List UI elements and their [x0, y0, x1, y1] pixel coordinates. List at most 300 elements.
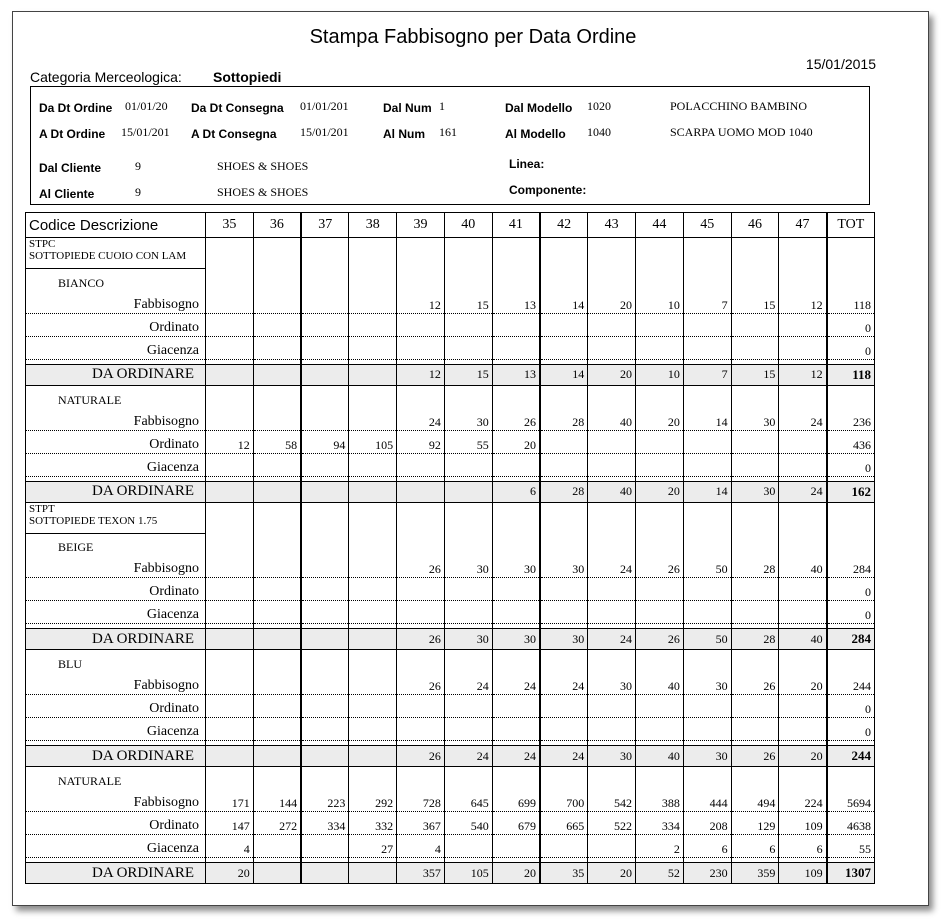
- empty-cell: [397, 767, 445, 790]
- value-cell: [253, 313, 301, 336]
- header-size: 47: [779, 213, 827, 238]
- value-cell: 292: [349, 789, 397, 812]
- value-cell: [349, 313, 397, 336]
- header-size: 35: [206, 213, 254, 238]
- value-cell: [588, 695, 636, 718]
- value-cell: 28: [731, 555, 779, 578]
- empty-cell: [636, 767, 684, 790]
- value-cell: [253, 481, 301, 502]
- empty-cell: [683, 502, 731, 533]
- empty-cell: [588, 767, 636, 790]
- total-cell: 244: [827, 672, 875, 695]
- empty-cell: [301, 238, 349, 269]
- value-cell: 10: [636, 291, 684, 314]
- value-cell: [492, 336, 540, 359]
- empty-cell: [588, 650, 636, 673]
- empty-cell: [492, 385, 540, 408]
- empty-cell: [349, 269, 397, 291]
- value-cell: 728: [397, 789, 445, 812]
- ordinato-row: [26, 430, 875, 453]
- value-cell: [301, 695, 349, 718]
- value-cell: [206, 408, 254, 431]
- giacenza-label: Giacenza: [26, 601, 206, 624]
- value-cell: 26: [731, 672, 779, 695]
- value-cell: [540, 336, 588, 359]
- value-cell: 30: [492, 555, 540, 578]
- empty-cell: [397, 650, 445, 673]
- value-cell: [301, 453, 349, 476]
- value-cell: [253, 578, 301, 601]
- giacenza-row: [26, 336, 875, 359]
- empty-cell: [779, 533, 827, 555]
- empty-cell: [540, 238, 588, 269]
- ordinato-label: Ordinato: [26, 695, 206, 718]
- empty-cell: [683, 238, 731, 269]
- value-cell: [779, 313, 827, 336]
- color-name: BIANCO: [26, 269, 206, 291]
- value-cell: 12: [397, 364, 445, 385]
- empty-cell: [827, 650, 875, 673]
- empty-cell: [779, 502, 827, 533]
- value-cell: [301, 746, 349, 767]
- value-cell: [301, 863, 349, 884]
- ordinato-label: Ordinato: [26, 812, 206, 835]
- value-cell: [588, 336, 636, 359]
- value-cell: 665: [540, 812, 588, 835]
- empty-cell: [731, 533, 779, 555]
- value-cell: 357: [397, 863, 445, 884]
- value-cell: [540, 453, 588, 476]
- empty-cell: [253, 533, 301, 555]
- value-cell: [683, 695, 731, 718]
- empty-cell: [827, 502, 875, 533]
- value-cell: 24: [588, 629, 636, 650]
- article-code: STPC: [29, 238, 56, 250]
- empty-cell: [253, 650, 301, 673]
- value-cell: [349, 336, 397, 359]
- value-cell: [588, 578, 636, 601]
- value-cell: [731, 601, 779, 624]
- value-cell: 40: [636, 672, 684, 695]
- color-row: [26, 650, 875, 673]
- ordinato-row: [26, 812, 875, 835]
- value-cell: [301, 718, 349, 741]
- value-cell: 14: [683, 481, 731, 502]
- filter-value-da-dt-consegna: 01/01/201: [300, 99, 349, 113]
- empty-cell: [731, 269, 779, 291]
- value-cell: 444: [683, 789, 731, 812]
- value-cell: [731, 718, 779, 741]
- color-name: BEIGE: [26, 533, 206, 555]
- total-cell: 55: [827, 835, 875, 858]
- value-cell: 223: [301, 789, 349, 812]
- value-cell: 230: [683, 863, 731, 884]
- value-cell: 40: [779, 555, 827, 578]
- value-cell: [253, 453, 301, 476]
- value-cell: 14: [683, 408, 731, 431]
- empty-cell: [444, 269, 492, 291]
- value-cell: 105: [349, 430, 397, 453]
- value-cell: [397, 481, 445, 502]
- empty-cell: [731, 650, 779, 673]
- value-cell: [253, 835, 301, 858]
- empty-cell: [492, 502, 540, 533]
- value-cell: [683, 601, 731, 624]
- value-cell: [206, 601, 254, 624]
- header-size: 41: [492, 213, 540, 238]
- value-cell: [206, 629, 254, 650]
- empty-cell: [540, 385, 588, 408]
- filter-label-da-dt-consegna: Da Dt Consegna: [191, 101, 284, 115]
- empty-cell: [301, 269, 349, 291]
- empty-cell: [301, 385, 349, 408]
- empty-cell: [301, 767, 349, 790]
- value-cell: [636, 313, 684, 336]
- value-cell: 14: [540, 291, 588, 314]
- fabbisogno-label: Fabbisogno: [26, 555, 206, 578]
- category-label: Categoria Merceologica:: [30, 69, 182, 85]
- value-cell: [588, 313, 636, 336]
- value-cell: 24: [540, 746, 588, 767]
- header-size: 36: [253, 213, 301, 238]
- fabbisogno-label: Fabbisogno: [26, 291, 206, 314]
- empty-cell: [540, 502, 588, 533]
- value-cell: 388: [636, 789, 684, 812]
- value-cell: [301, 481, 349, 502]
- value-cell: 700: [540, 789, 588, 812]
- value-cell: [636, 695, 684, 718]
- value-cell: 30: [540, 629, 588, 650]
- value-cell: 24: [492, 746, 540, 767]
- empty-cell: [492, 767, 540, 790]
- empty-cell: [683, 767, 731, 790]
- empty-cell: [206, 269, 254, 291]
- report-page: [12, 11, 929, 906]
- empty-cell: [540, 533, 588, 555]
- empty-cell: [253, 767, 301, 790]
- empty-cell: [588, 269, 636, 291]
- total-cell: 4638: [827, 812, 875, 835]
- filter-label-dal-num: Dal Num: [383, 101, 432, 115]
- header-size: 40: [444, 213, 492, 238]
- value-cell: 4: [397, 835, 445, 858]
- value-cell: [397, 578, 445, 601]
- filter-value-al-modello: 1040: [587, 125, 611, 139]
- total-cell: 244: [827, 746, 875, 767]
- value-cell: 24: [588, 555, 636, 578]
- value-cell: [444, 601, 492, 624]
- value-cell: 28: [540, 481, 588, 502]
- value-cell: [206, 555, 254, 578]
- value-cell: [636, 453, 684, 476]
- empty-cell: [588, 502, 636, 533]
- value-cell: [492, 835, 540, 858]
- value-cell: 208: [683, 812, 731, 835]
- empty-cell: [588, 385, 636, 408]
- value-cell: 147: [206, 812, 254, 835]
- total-cell: 1307: [827, 863, 875, 884]
- empty-cell: [397, 502, 445, 533]
- value-cell: [397, 336, 445, 359]
- empty-cell: [397, 385, 445, 408]
- value-cell: 30: [444, 408, 492, 431]
- value-cell: 26: [397, 629, 445, 650]
- value-cell: 109: [779, 863, 827, 884]
- value-cell: [540, 313, 588, 336]
- table-body: [26, 238, 875, 884]
- value-cell: 272: [253, 812, 301, 835]
- empty-cell: [731, 767, 779, 790]
- fabbisogno-label: Fabbisogno: [26, 789, 206, 812]
- value-cell: 15: [731, 364, 779, 385]
- total-cell: 436: [827, 430, 875, 453]
- filter-value-dal-cliente: 9: [135, 159, 141, 173]
- value-cell: [444, 336, 492, 359]
- filter-label-al-num: Al Num: [383, 127, 425, 141]
- value-cell: [636, 578, 684, 601]
- empty-cell: [779, 385, 827, 408]
- giacenza-label: Giacenza: [26, 718, 206, 741]
- value-cell: 4: [206, 835, 254, 858]
- filter-label-a-dt-ordine: A Dt Ordine: [39, 127, 106, 141]
- value-cell: [349, 408, 397, 431]
- value-cell: 144: [253, 789, 301, 812]
- article-code: STPT: [29, 502, 55, 515]
- filter-box: [30, 86, 870, 205]
- value-cell: 26: [397, 672, 445, 695]
- header-size: 42: [540, 213, 588, 238]
- fabbisogno-row: [26, 789, 875, 812]
- value-cell: 15: [444, 364, 492, 385]
- value-cell: [301, 629, 349, 650]
- value-cell: 40: [636, 746, 684, 767]
- da-ordinare-row: [26, 481, 875, 502]
- value-cell: [731, 430, 779, 453]
- header-size: 43: [588, 213, 636, 238]
- empty-cell: [636, 238, 684, 269]
- empty-cell: [827, 385, 875, 408]
- value-cell: [349, 481, 397, 502]
- value-cell: [492, 453, 540, 476]
- value-cell: [683, 336, 731, 359]
- header-size: 38: [349, 213, 397, 238]
- empty-cell: [206, 533, 254, 555]
- empty-cell: [779, 238, 827, 269]
- value-cell: [492, 601, 540, 624]
- color-row: [26, 269, 875, 291]
- empty-cell: [779, 650, 827, 673]
- total-cell: 162: [827, 481, 875, 502]
- value-cell: [397, 718, 445, 741]
- total-cell: 5694: [827, 789, 875, 812]
- value-cell: 26: [492, 408, 540, 431]
- empty-cell: [301, 650, 349, 673]
- ordinato-row: [26, 578, 875, 601]
- giacenza-label: Giacenza: [26, 835, 206, 858]
- value-cell: [636, 336, 684, 359]
- empty-cell: [444, 650, 492, 673]
- filter-desc-dal-modello: POLACCHINO BAMBINO: [670, 99, 808, 113]
- total-cell: 0: [827, 718, 875, 741]
- value-cell: [636, 601, 684, 624]
- value-cell: 28: [731, 629, 779, 650]
- filter-value-a-dt-ordine: 15/01/201: [121, 125, 170, 139]
- value-cell: 12: [206, 430, 254, 453]
- value-cell: [349, 601, 397, 624]
- value-cell: 20: [492, 430, 540, 453]
- total-cell: 0: [827, 313, 875, 336]
- value-cell: 26: [397, 746, 445, 767]
- value-cell: [253, 718, 301, 741]
- value-cell: 6: [492, 481, 540, 502]
- value-cell: [683, 578, 731, 601]
- fabbisogno-label: Fabbisogno: [26, 672, 206, 695]
- empty-cell: [731, 238, 779, 269]
- empty-cell: [683, 269, 731, 291]
- value-cell: [206, 672, 254, 695]
- value-cell: 30: [588, 746, 636, 767]
- value-cell: 13: [492, 291, 540, 314]
- article-description: SOTTOPIEDE TEXON 1.75: [29, 514, 158, 527]
- value-cell: [683, 453, 731, 476]
- value-cell: [301, 601, 349, 624]
- value-cell: [588, 835, 636, 858]
- value-cell: [540, 718, 588, 741]
- report-title: Stampa Fabbisogno per Data Ordine: [309, 26, 637, 48]
- value-cell: [397, 453, 445, 476]
- fabbisogno-row: [26, 291, 875, 314]
- filter-label-dal-cliente: Dal Cliente: [39, 161, 102, 175]
- value-cell: [636, 430, 684, 453]
- value-cell: 13: [492, 364, 540, 385]
- value-cell: [779, 601, 827, 624]
- value-cell: [206, 718, 254, 741]
- value-cell: 540: [444, 812, 492, 835]
- filter-desc-dal-cliente: SHOES & SHOES: [217, 159, 309, 173]
- value-cell: [253, 408, 301, 431]
- value-cell: 28: [540, 408, 588, 431]
- value-cell: [492, 313, 540, 336]
- value-cell: [492, 578, 540, 601]
- empty-cell: [349, 650, 397, 673]
- value-cell: [253, 746, 301, 767]
- value-cell: 24: [444, 746, 492, 767]
- value-cell: [779, 453, 827, 476]
- giacenza-label: Giacenza: [26, 453, 206, 476]
- empty-cell: [349, 502, 397, 533]
- empty-cell: [636, 385, 684, 408]
- value-cell: 30: [540, 555, 588, 578]
- empty-cell: [444, 238, 492, 269]
- value-cell: [779, 430, 827, 453]
- value-cell: [301, 835, 349, 858]
- value-cell: [349, 718, 397, 741]
- value-cell: 26: [397, 555, 445, 578]
- value-cell: 55: [444, 430, 492, 453]
- empty-cell: [253, 238, 301, 269]
- empty-cell: [827, 767, 875, 790]
- value-cell: 645: [444, 789, 492, 812]
- ordinato-row: [26, 695, 875, 718]
- value-cell: 40: [779, 629, 827, 650]
- empty-cell: [683, 650, 731, 673]
- empty-cell: [779, 767, 827, 790]
- header-tot: TOT: [827, 213, 875, 238]
- value-cell: [253, 863, 301, 884]
- filter-desc-al-modello: SCARPA UOMO MOD 1040: [670, 125, 813, 139]
- category-value: Sottopiedi: [213, 69, 282, 85]
- empty-cell: [588, 533, 636, 555]
- value-cell: 12: [779, 291, 827, 314]
- total-cell: 118: [827, 364, 875, 385]
- header-size: 46: [731, 213, 779, 238]
- value-cell: [349, 863, 397, 884]
- article-row: [26, 502, 875, 533]
- empty-cell: [588, 238, 636, 269]
- article-row: [26, 238, 875, 269]
- value-cell: 12: [779, 364, 827, 385]
- value-cell: 50: [683, 629, 731, 650]
- empty-cell: [206, 650, 254, 673]
- header-size: 45: [683, 213, 731, 238]
- giacenza-row: [26, 601, 875, 624]
- filter-value-a-dt-consegna: 15/01/201: [300, 125, 349, 139]
- value-cell: 94: [301, 430, 349, 453]
- value-cell: 30: [492, 629, 540, 650]
- value-cell: 105: [444, 863, 492, 884]
- value-cell: [301, 672, 349, 695]
- da-ordinare-row: [26, 629, 875, 650]
- report-date: 15/01/2015: [805, 56, 876, 72]
- value-cell: [301, 364, 349, 385]
- filter-value-dal-num: 1: [439, 99, 445, 113]
- giacenza-row: [26, 718, 875, 741]
- value-cell: 30: [444, 555, 492, 578]
- value-cell: 24: [540, 672, 588, 695]
- color-name: NATURALE: [26, 385, 206, 408]
- total-cell: 118: [827, 291, 875, 314]
- ordinato-row: [26, 313, 875, 336]
- empty-cell: [206, 238, 254, 269]
- value-cell: 109: [779, 812, 827, 835]
- value-cell: [683, 313, 731, 336]
- empty-cell: [253, 502, 301, 533]
- value-cell: 699: [492, 789, 540, 812]
- value-cell: 26: [636, 629, 684, 650]
- empty-cell: [636, 533, 684, 555]
- value-cell: [253, 601, 301, 624]
- filter-label-dal-modello: Dal Modello: [505, 101, 573, 115]
- value-cell: [349, 453, 397, 476]
- value-cell: [731, 313, 779, 336]
- value-cell: [253, 336, 301, 359]
- filter-label-linea: Linea:: [509, 157, 545, 171]
- value-cell: [206, 336, 254, 359]
- value-cell: 20: [588, 291, 636, 314]
- value-cell: [253, 364, 301, 385]
- article-code-description: [26, 502, 206, 533]
- value-cell: [349, 291, 397, 314]
- value-cell: 367: [397, 812, 445, 835]
- value-cell: [588, 430, 636, 453]
- total-cell: 0: [827, 695, 875, 718]
- value-cell: [253, 672, 301, 695]
- total-cell: 284: [827, 629, 875, 650]
- value-cell: 30: [683, 746, 731, 767]
- value-cell: [731, 578, 779, 601]
- empty-cell: [731, 502, 779, 533]
- value-cell: 679: [492, 812, 540, 835]
